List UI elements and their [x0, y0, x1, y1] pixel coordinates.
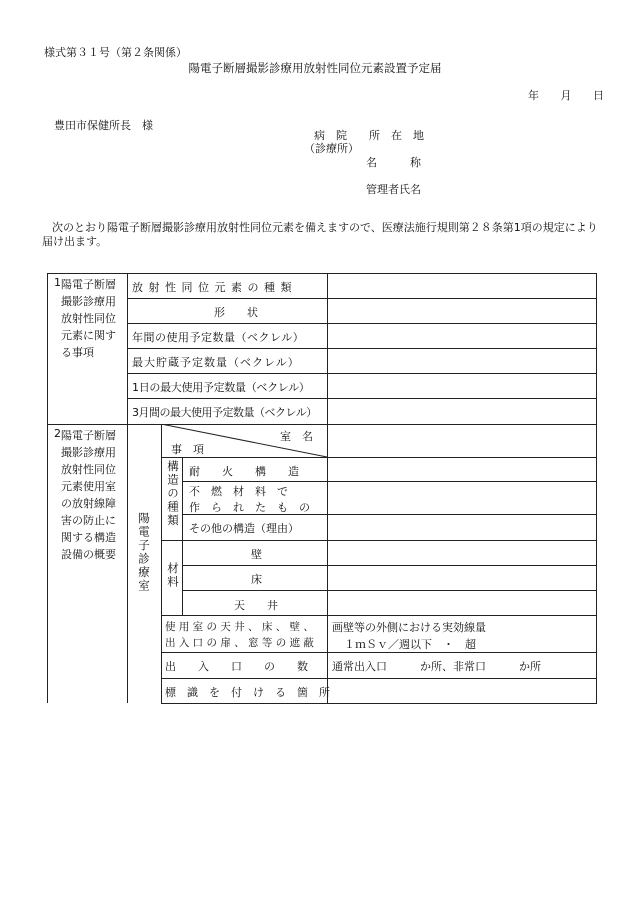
- date-year: 年: [528, 89, 539, 102]
- entrance-count-label: 出 入 口 の 数: [165, 660, 308, 673]
- row-divider: [161, 615, 597, 616]
- sign-location-label: 標 識 を 付 け る 箇 所: [165, 686, 330, 699]
- entrance-count-value: 通常出入口 か所、非常口 か所: [332, 660, 541, 673]
- diag-item: 事 項: [171, 443, 204, 456]
- row-isotope-type: 放 射 性 同 位 元 素 の 種 類: [132, 281, 293, 294]
- row-shape: 形 状: [214, 306, 258, 319]
- table-top-border: [47, 273, 597, 274]
- row-divider: [182, 481, 597, 482]
- name-label: 名 称: [366, 156, 421, 169]
- row-divider: [161, 678, 597, 679]
- value-column-border: [327, 273, 328, 704]
- row-annual-usage: 年間の使用予定数量（ベクレル）: [132, 331, 305, 344]
- section1-number: 1: [54, 276, 61, 289]
- shielding-label-line2: 出 入 口 の 扉 、 窓 等 の 遮 蔽: [165, 637, 314, 649]
- form-number: 様式第３１号（第２条関係）: [44, 46, 187, 59]
- clinic-label: （診療所）: [304, 142, 359, 155]
- room-column-border: [161, 424, 162, 704]
- shielding-value-line2: １ｍＳｖ／週以下 ・ 超: [344, 638, 476, 651]
- room-label: 陽電子診療室: [137, 512, 151, 593]
- row-max-storage: 最大貯蔵予定数量（ベクレル）: [132, 356, 300, 369]
- heading-column-border: [127, 273, 128, 703]
- material-wall: 壁: [251, 548, 262, 561]
- date-day: 日: [593, 89, 604, 102]
- hospital-address-label: 病 院 所 在 地: [314, 129, 424, 142]
- row-divider: [182, 590, 597, 591]
- date-month: 月: [560, 89, 572, 102]
- material-label: 材料: [166, 562, 180, 589]
- manager-name-label: 管理者氏名: [366, 183, 421, 196]
- diag-room-name: 室 名: [280, 430, 313, 443]
- row-daily-max-usage: 1日の最大使用予定数量（ベクレル）: [132, 381, 310, 394]
- material-floor: 床: [251, 573, 262, 586]
- table-bottom-border: [161, 703, 597, 704]
- material-ceiling: 天 井: [234, 599, 278, 612]
- row-divider: [182, 565, 597, 566]
- declaration-text: 次のとおり陽電子断層撮影診療用放射性同位元素を備えますので、医療法施行規則第２８条第1項の規定により届け出ます。: [42, 221, 598, 248]
- row-3month-max-usage: 3月間の最大使用予定数量（ベクレル）: [132, 406, 317, 419]
- form-title: 陽電子断層撮影診療用放射性同位元素設置予定届: [188, 61, 442, 75]
- row-divider: [127, 298, 597, 299]
- addressee: 豊田市保健所長 様: [54, 119, 153, 132]
- noncombustible-line2: 作 ら れ た も の: [189, 501, 310, 514]
- structure-type-label: 構造の種類: [166, 460, 180, 528]
- shielding-value-line1: 画壁等の外側における実効線量: [332, 621, 486, 634]
- other-structure: その他の構造（理由）: [189, 522, 299, 535]
- fire-resistant-structure: 耐 火 構 造: [189, 465, 299, 478]
- row-divider: [161, 540, 597, 541]
- section2-number: 2: [54, 427, 61, 440]
- row-divider: [127, 323, 597, 324]
- section2-heading: 陽電子断層撮影診療用放射性同位元素使用室の放射線障害の防止に関する構造設備の概要: [61, 429, 116, 561]
- date-line: [510, 87, 604, 103]
- row-divider: [127, 398, 597, 399]
- noncombustible-line1: 不 燃 材 料 で: [189, 485, 288, 498]
- row-divider: [127, 348, 597, 349]
- table-left-border: [47, 273, 48, 703]
- table-right-border: [596, 273, 597, 704]
- row-divider: [161, 652, 597, 653]
- shielding-label-line1: 使 用 室 の 天 井 、 床 、 壁 、: [165, 621, 314, 633]
- row-divider: [127, 373, 597, 374]
- section1-heading: 陽電子断層撮影診療用放射性同位元素に関する事項: [61, 278, 116, 359]
